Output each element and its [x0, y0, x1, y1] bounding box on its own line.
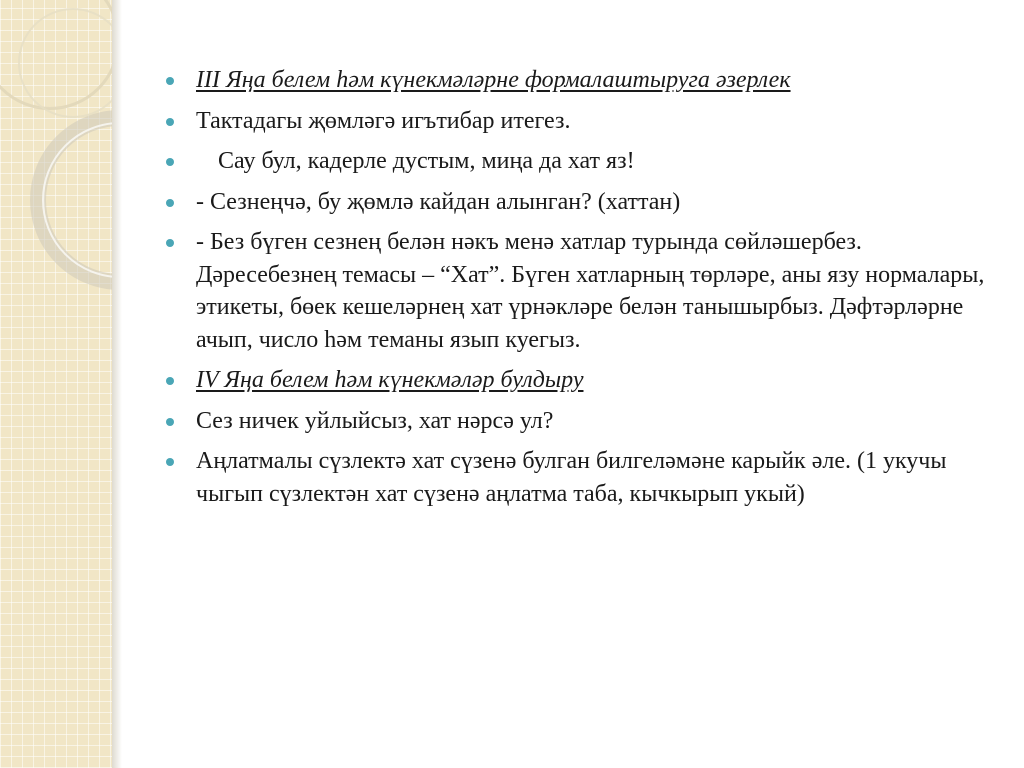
- bullet-dot-icon: [166, 199, 174, 207]
- bullet-dot-icon: [166, 418, 174, 426]
- bullet-dot-icon: [166, 77, 174, 85]
- bullet-dot-icon: [166, 377, 174, 385]
- section-heading: IV Яңа белем һәм күнекмәләр булдыру: [196, 367, 584, 393]
- bullet-dot-icon: [166, 118, 174, 126]
- bullet-dot-icon: [166, 458, 174, 466]
- list-item-text: - Сезнеңчә, бу җөмлә кайдан алынган? (хаттан): [196, 188, 681, 215]
- list-item-text: Аңлатмалы сүзлектә хат сүзенә булган билгеләмәне карыйк әле. (1 укучы чыгып сүзлектән хат сүзенә аңлатма таба, кычкырып укый): [196, 448, 947, 507]
- list-item-text: Сау бул, кадерле дустым, миңа да хат яз!: [218, 148, 635, 174]
- list-item: [166, 226, 986, 356]
- bullet-list: [166, 64, 986, 510]
- slide-content: [166, 64, 986, 518]
- bullet-dot-icon: [166, 239, 174, 247]
- list-item: [166, 186, 986, 219]
- list-item: [166, 105, 986, 138]
- list-item-text: Тактадагы җөмләгә игътибар итегез.: [196, 107, 571, 134]
- list-item: [166, 405, 986, 438]
- list-item-text: Сез ничек уйлыйсыз, хат нәрсә ул?: [196, 407, 554, 434]
- list-item: [166, 364, 986, 397]
- bullet-dot-icon: [166, 158, 174, 166]
- section-heading: III Яңа белем һәм күнекмәләрне формалаштыруга әзерлек: [196, 67, 791, 93]
- list-item: [166, 445, 986, 510]
- list-item-text: - Без бүген сезнең белән нәкъ менә хатлар турында сөйләшербез. Дәресебезнең темасы – “Хат”. Бүген хатларның төрләре, аны язу нормалары, этикеты, бөек кешеләрнең хат үрнәкләре белән танышырбыз. Дәфтәрләрне ачып, число һәм теманы язып куегыз.: [196, 229, 985, 353]
- side-panel-shadow: [112, 0, 122, 768]
- list-item: [166, 145, 986, 178]
- list-item: [166, 64, 986, 97]
- decorative-side-panel: [0, 0, 112, 768]
